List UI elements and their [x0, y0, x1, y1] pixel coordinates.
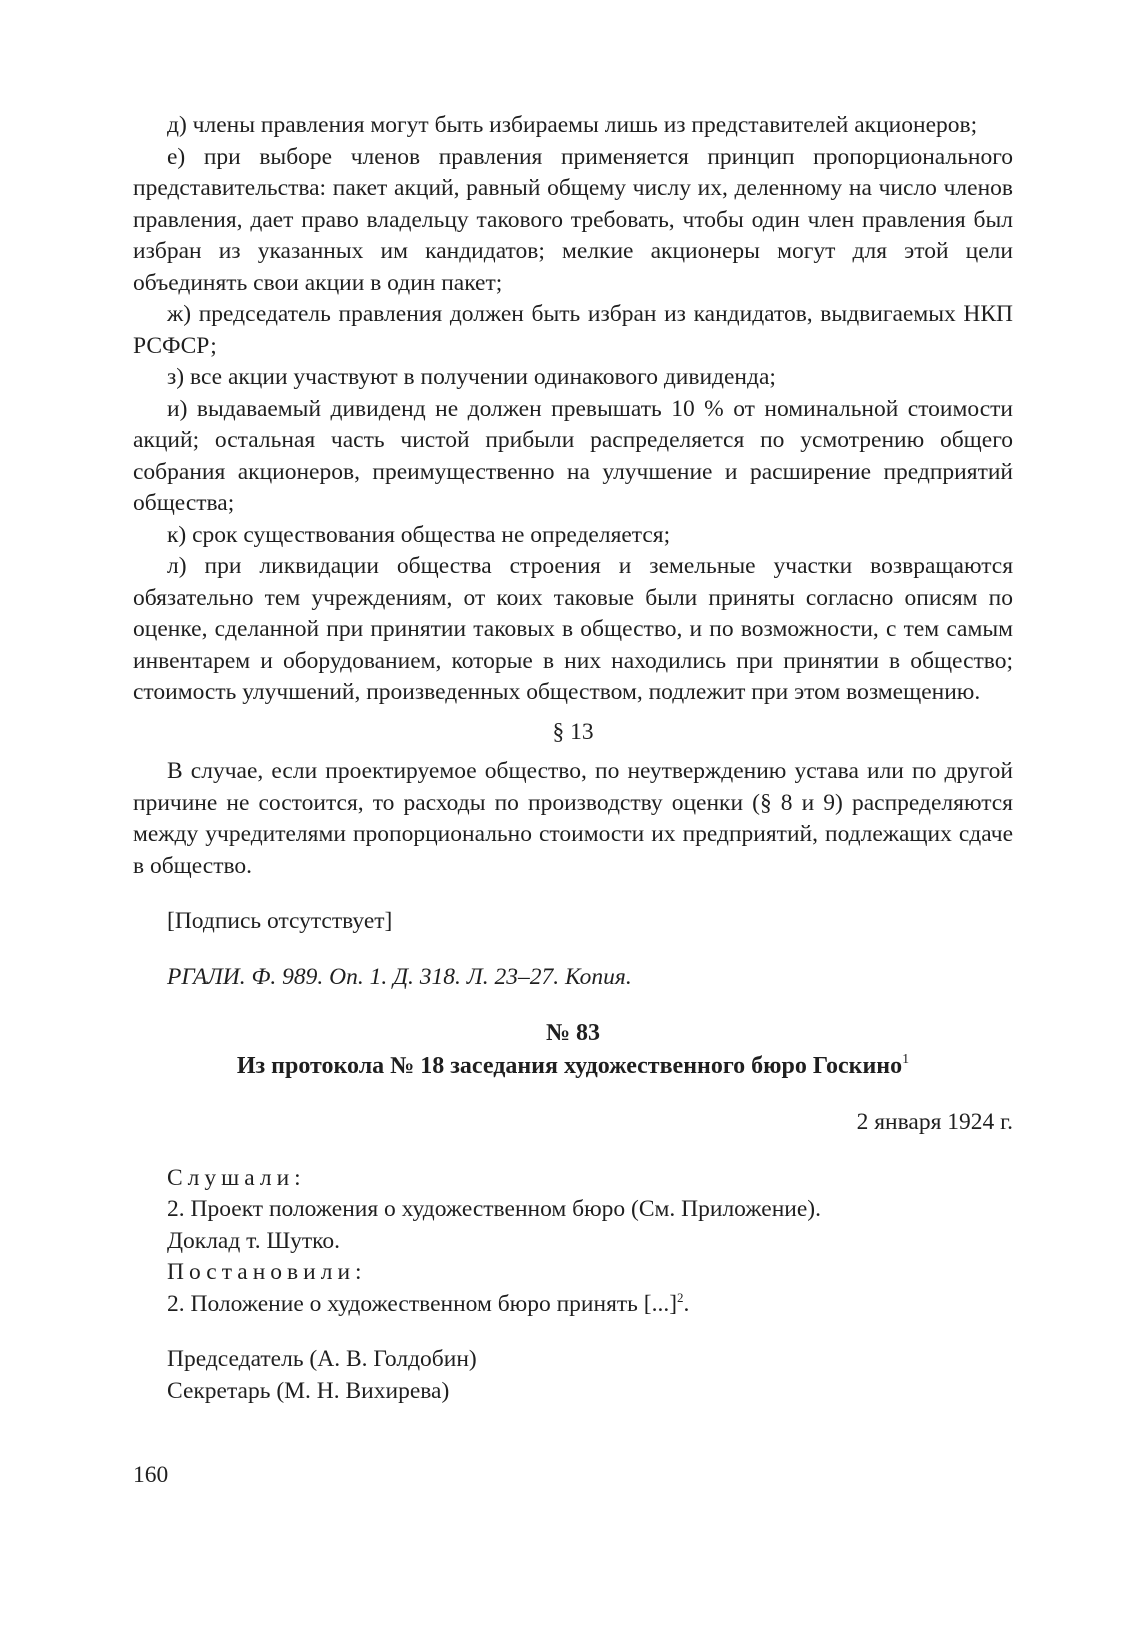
spacer — [133, 1139, 1013, 1163]
page-body — [133, 110, 1013, 1407]
spacer — [133, 882, 1013, 906]
section-mark: § 13 — [552, 718, 594, 745]
paragraph-k: к) срок существования общества не определяется; — [167, 521, 671, 548]
paragraph-d: д) члены правления могут быть избираемы лишь из представителей акционеров; — [167, 112, 978, 138]
resolved-item — [133, 1289, 1013, 1321]
resolved-item-end: . — [683, 1290, 690, 1317]
document-number: № 83 — [545, 1020, 601, 1046]
resolved-label: Постановили: — [167, 1259, 367, 1285]
spacer — [133, 1320, 1013, 1344]
paragraph-l: л) при ликвидации общества строения и земельные участки возвращаются обязательно тем учреждениям, от коих таковые были приняты согласно описям по оценке, сделанной при принятии таковых в общество, и по возможности, с тем самым инвентарем и оборудованием, которые в них находились при принятии в общество; стоимость улучшений, произведенных обществом, подлежит при этом возмещению. — [133, 553, 1013, 705]
spacer — [133, 1083, 1013, 1107]
resolved-item-text: 2. Положение о художественном бюро принять [...] — [167, 1290, 678, 1317]
footnote-ref-2[interactable]: 2 — [677, 1289, 684, 1305]
paragraph-zh: ж) председатель правления должен быть избран из кандидатов, выдвигаемых НКП РСФСР; — [133, 301, 1013, 359]
report-line: Доклад т. Шутко. — [167, 1227, 341, 1254]
heard-label: Слушали: — [167, 1164, 306, 1191]
section-text: В случае, если проектируемое общество, по неутверждению устава или по другой причине не состоится, то расходы по производству оценки (§ 8 и 9) распределяются между учредителями пропорционально стоимости их предприятий, подлежащих сдаче в общество. — [133, 758, 1013, 879]
archive-reference: РГАЛИ. Ф. 989. Оп. 1. Д. 318. Л. 23–27. Копия. — [167, 963, 632, 990]
document-title-text: Из протокола № 18 заседания художественного бюро Госкино — [236, 1053, 903, 1079]
spacer — [133, 938, 1013, 962]
page-number: 160 — [133, 1462, 169, 1488]
heard-item: 2. Проект положения о художественном бюро (См. Приложение). — [167, 1196, 821, 1222]
paragraph-z: з) все акции участвуют в получении одинакового дивиденда; — [167, 364, 776, 390]
footnote-ref-1[interactable]: 1 — [902, 1052, 910, 1067]
secretary-signature: Секретарь (М. Н. Вихирева) — [167, 1377, 450, 1404]
paragraph-e: е) при выборе членов правления применяется принцип пропорционального представительства: пакет акций, равный общему числу их, деленному на число членов правления, дает право владельцу такового требовать, чтобы один член правления был избран из указанных им кандидатов; мелкие акционеры могут для этой цели объединять свои акции в один пакет; — [133, 143, 1013, 296]
document-title — [133, 1050, 1013, 1083]
paragraph-i: и) выдаваемый дивиденд не должен превышать 10 % от номинальной стоимости акций; остальная часть чистой прибыли распределяется по усмотрению общего собрания акционеров, преимущественно на улучшение и расширение предприятий общества; — [133, 395, 1013, 516]
spacer — [133, 993, 1013, 1017]
document-date: 2 января 1924 г. — [856, 1109, 1013, 1135]
signature-note: [Подпись отсутствует] — [167, 908, 393, 934]
chairman-signature: Председатель (А. В. Голдобин) — [167, 1346, 477, 1372]
